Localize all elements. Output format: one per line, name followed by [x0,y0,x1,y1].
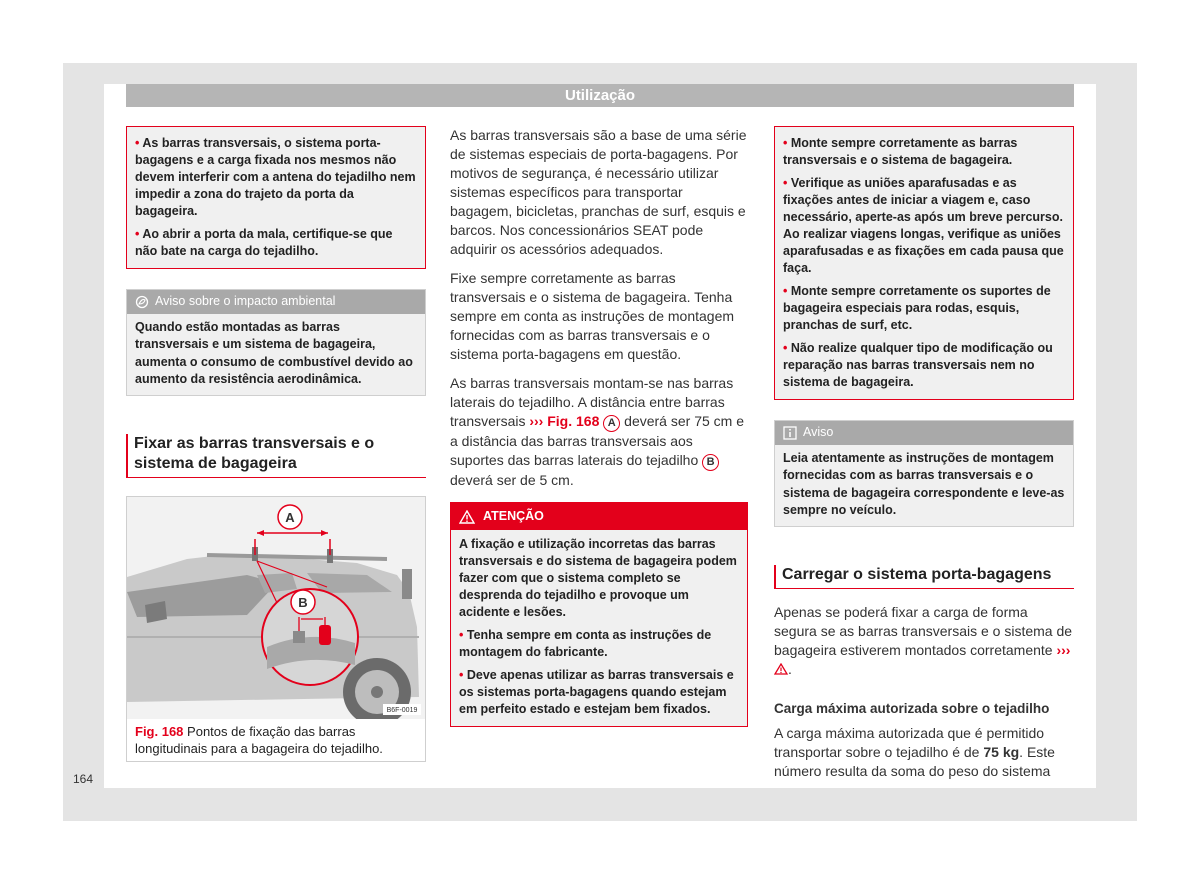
warning-item: • Não realize qualquer tipo de modificação ou reparação nas barras transversais nem no sistema de bagageira. [783,341,1053,389]
environment-box-title: Aviso sobre o impacto ambiental [155,294,336,308]
figure-number: Fig. 168 [135,723,184,739]
warning-triangle-icon [774,663,788,675]
column-left [126,126,426,762]
paragraph-fixe: Fixe sempre corretamente as barras transversais e o sistema de bagageira. Tenha sempre em conta as instruções de montagem fornecidas com as barras transversais e o sistema porta-bagagens em questão. [450,270,735,362]
column-right [774,126,1074,791]
figure-caption-text: Pontos de fixação das barras longitudinais para a bagageira do tejadilho. [135,723,383,756]
paragraph-intro: As barras transversais são a base de uma série de sistemas especiais de porta-bagagens. Por motivos de segurança, é necessário utilizar sistemas específicos para transportar bagagem, bicicletas, pranchas de surf, esquis e barcos. Nos concessionários SEAT pode adquirir os acessórios adequados. [450,127,747,257]
notice-box-title: Aviso [803,425,834,439]
info-icon [783,426,797,440]
attention-box-header [451,503,747,530]
notice-box [774,420,1074,527]
warning-triangle-icon [459,510,475,524]
warning-item: • Monte sempre corretamente os suportes de bagageira especiais para rodas, esquis, pranchas de surf, etc. [783,284,1051,332]
attention-box-title: ATENÇÃO [483,509,544,523]
section-title-carregar: Carregar o sistema porta-bagagens [774,565,1074,589]
warning-item: • Ao abrir a porta da mala, certifique-se que não bate na carga do tejadilho. [135,227,393,258]
attention-item: • Tenha sempre em conta as instruções de montagem do fabricante. [459,628,712,659]
environment-box-header [127,290,425,314]
figure-reference-link[interactable]: ››› Fig. 168 [529,413,600,429]
attention-item: • Deve apenas utilizar as barras transversais e os sistemas porta-bagagens quando estejam em perfeito estado e estejam bem fixados. [459,668,734,716]
environment-box [126,289,426,396]
attention-intro: A fixação e utilização incorretas das barras transversais e do sistema de bagageira podem fazer com que o sistema completo se desprenda do tejadilho e provoque um acidente e lesões. [459,537,737,619]
notice-box-body: Leia atentamente as instruções de montagem fornecidas com as barras transversais e o sistema de bagageira correspondente e leve-as sempre no veículo. [783,450,1065,517]
section-title-fixar: Fixar as barras transversais e o sistema de bagageira [126,434,426,478]
label-a: A [285,509,295,525]
attention-box-body [451,530,747,726]
subheading-carga-maxima: Carga máxima autorizada sobre o tejadilho [774,700,1050,716]
notice-box-header [775,421,1073,445]
car-roof-illustration [127,497,425,719]
warning-item: • Verifique as uniões aparafusadas e as fixações antes de iniciar a viagem e, caso necessário, aperte-as após um breve percurso. Ao realizar viagens longas, verifique as uniões aparafusadas e as fixações em cada pausa que faça. [783,176,1064,275]
warning-item: • Monte sempre corretamente as barras transversais e o sistema de bagageira. [783,136,1018,167]
figure-code: B6F-0019 [386,706,418,714]
warning-box-right [774,126,1074,400]
attention-box [450,502,748,727]
marker-b: B [702,454,719,471]
marker-a: A [603,415,620,432]
environment-box-body: Quando estão montadas as barras transversais e um sistema de bagageira, aumenta o consumo de combustível devido ao aumento da resistência aerodinâmica. [135,319,413,386]
figure-caption [127,719,425,761]
figure-168 [126,496,426,762]
paragraph-carga-maxima: A carga máxima autorizada que é permitido transportar sobre o tejadilho é de 75 kg. Este número resulta da soma do peso do sistema [774,724,1055,779]
warning-reference-link[interactable]: ››› [1056,641,1071,658]
page-header: Utilização [126,84,1074,107]
paragraph-distance: As barras transversais montam-se nas barras laterais do tejadilho. A distância entre barras transversais ››› Fig. 168 A deverá ser 75 cm e a distância das barras transversais aos suportes das barras laterais do tejadilho B deverá ser de 5 cm. [450,375,744,488]
column-middle [450,126,748,727]
page-number: 164 [73,772,94,786]
warning-item: • As barras transversais, o sistema porta-bagagens e a carga fixada nos mesmos não devem interferir com a antena do tejadilho nem impedir a zona do trajeto da porta da bagageira. [135,136,416,218]
paragraph-carga: Apenas se poderá fixar a carga de forma segura se as barras transversais e o sistema de bagageira estiverem montados corretamente ››› . [774,603,1073,677]
leaf-icon [135,295,149,309]
label-b: B [298,594,308,610]
warning-box-left [126,126,426,269]
